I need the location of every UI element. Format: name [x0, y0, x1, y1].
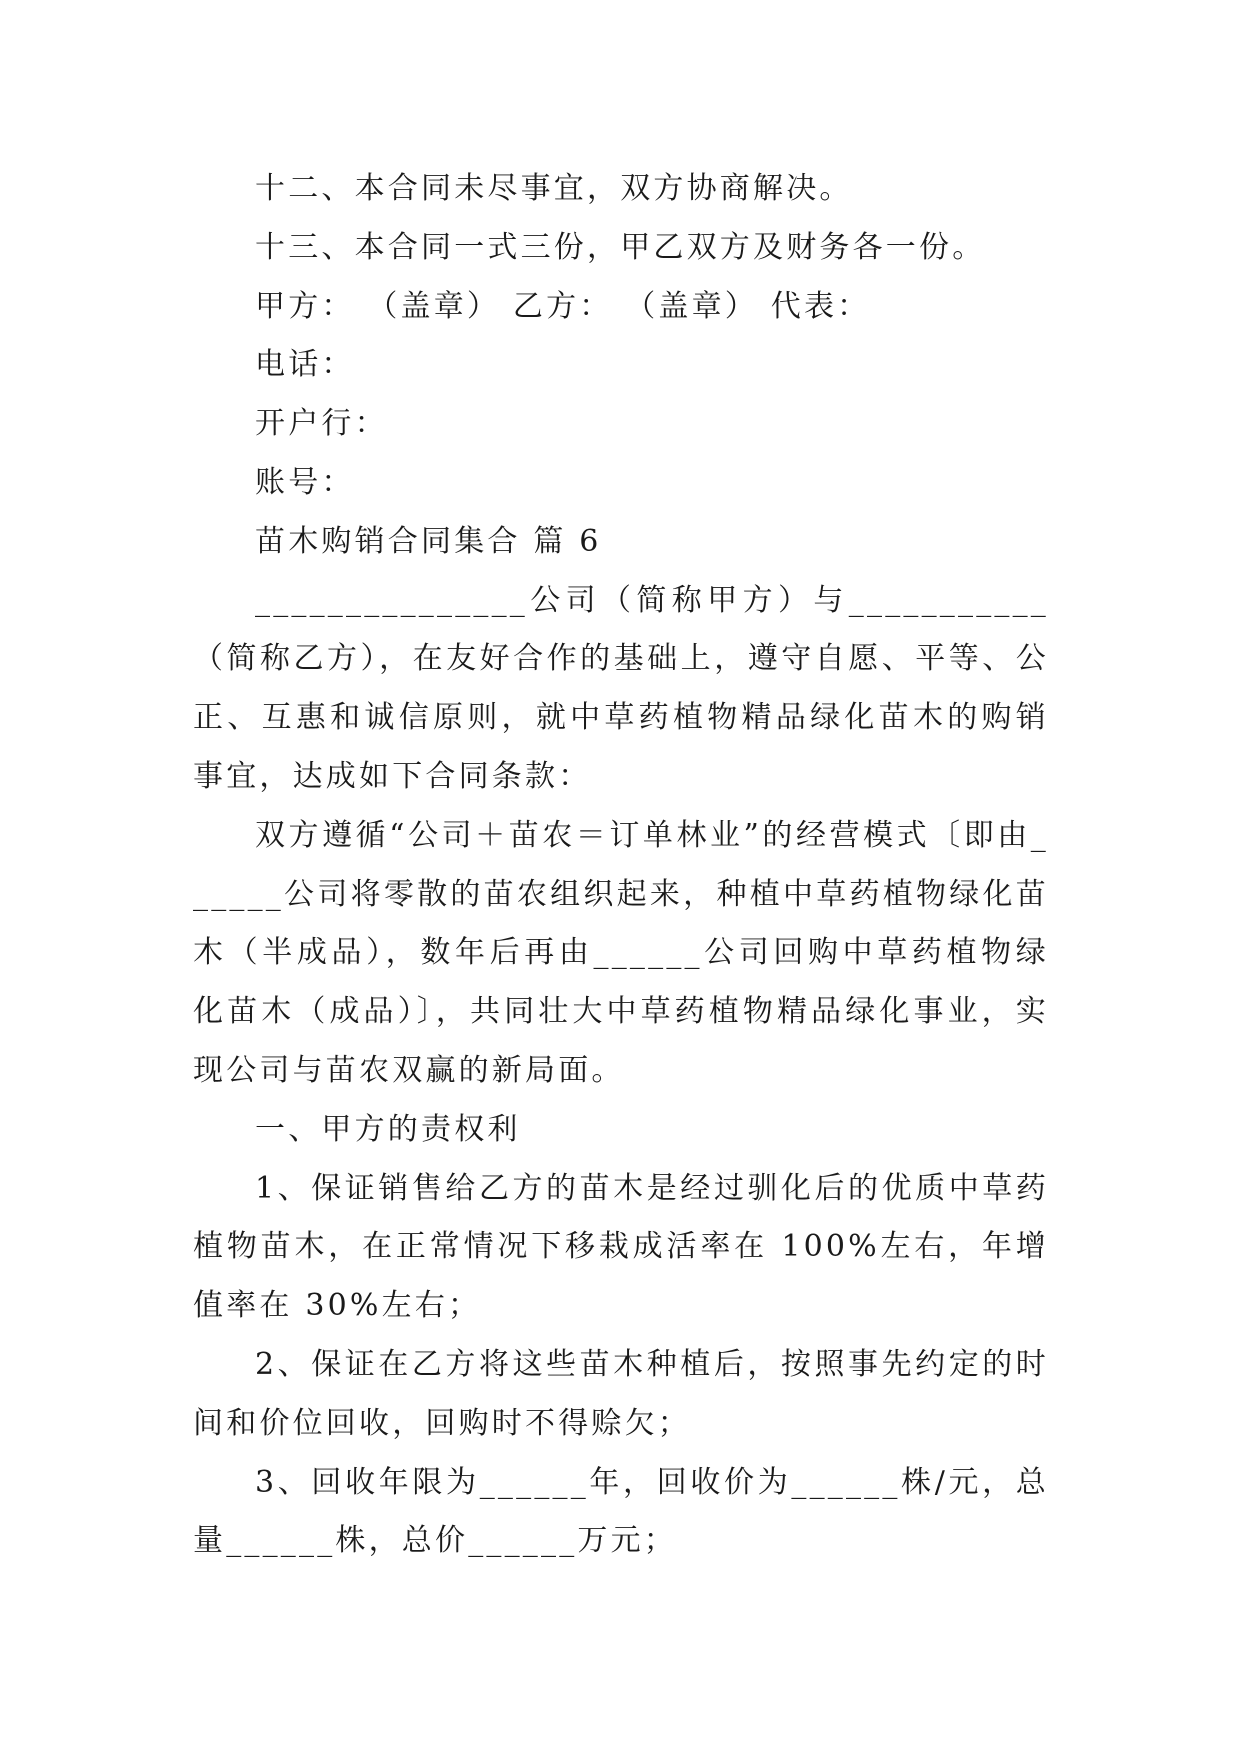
clause-12: 十二、本合同未尽事宜，双方协商解决。	[255, 171, 853, 206]
model-paragraph: 双方遵循“公司＋苗农＝订单林业”的经营模式〔即由______公司将零散的苗农组织起来，种植中草药植物绿化苗木（半成品），数年后再由______公司回购中草药植物绿化苗木（成品）〕，共同壮大中草药植物精品绿化事业，实现公司与苗农双赢的新局面。	[193, 817, 1049, 1088]
phone-field: 电话：	[255, 347, 355, 383]
document-body	[193, 160, 1049, 1571]
item-2: 2、保证在乙方将这些苗木种植后，按照事先约定的时间和价位回收，回购时不得赊欠；	[193, 1346, 1049, 1441]
party-a-heading: 一、甲方的责权利	[255, 1111, 521, 1147]
account-field: 账号：	[255, 464, 355, 500]
bank-field: 开户行：	[255, 406, 388, 442]
section-title: 苗木购销合同集合 篇 6	[255, 523, 602, 559]
intro-paragraph: _______________公司（简称甲方）与___________（简称乙方），在友好合作的基础上，遵守自愿、平等、公正、互惠和诚信原则，就中草药植物精品绿化苗木的购销事宜，达成如下合同条款：	[193, 582, 1049, 794]
item-1: 1、保证销售给乙方的苗木是经过驯化后的优质中草药植物苗木，在正常情况下移栽成活率在 100%左右，年增值率在 30%左右；	[193, 1170, 1049, 1324]
clause-13: 十三、本合同一式三份，甲乙双方及财务各一份。	[255, 229, 986, 265]
signature-line: 甲方： （盖章） 乙方： （盖章） 代表：	[255, 288, 871, 324]
item-3: 3、回收年限为______年，回收价为______株/元，总量______株，总价______万元；	[193, 1464, 1049, 1559]
